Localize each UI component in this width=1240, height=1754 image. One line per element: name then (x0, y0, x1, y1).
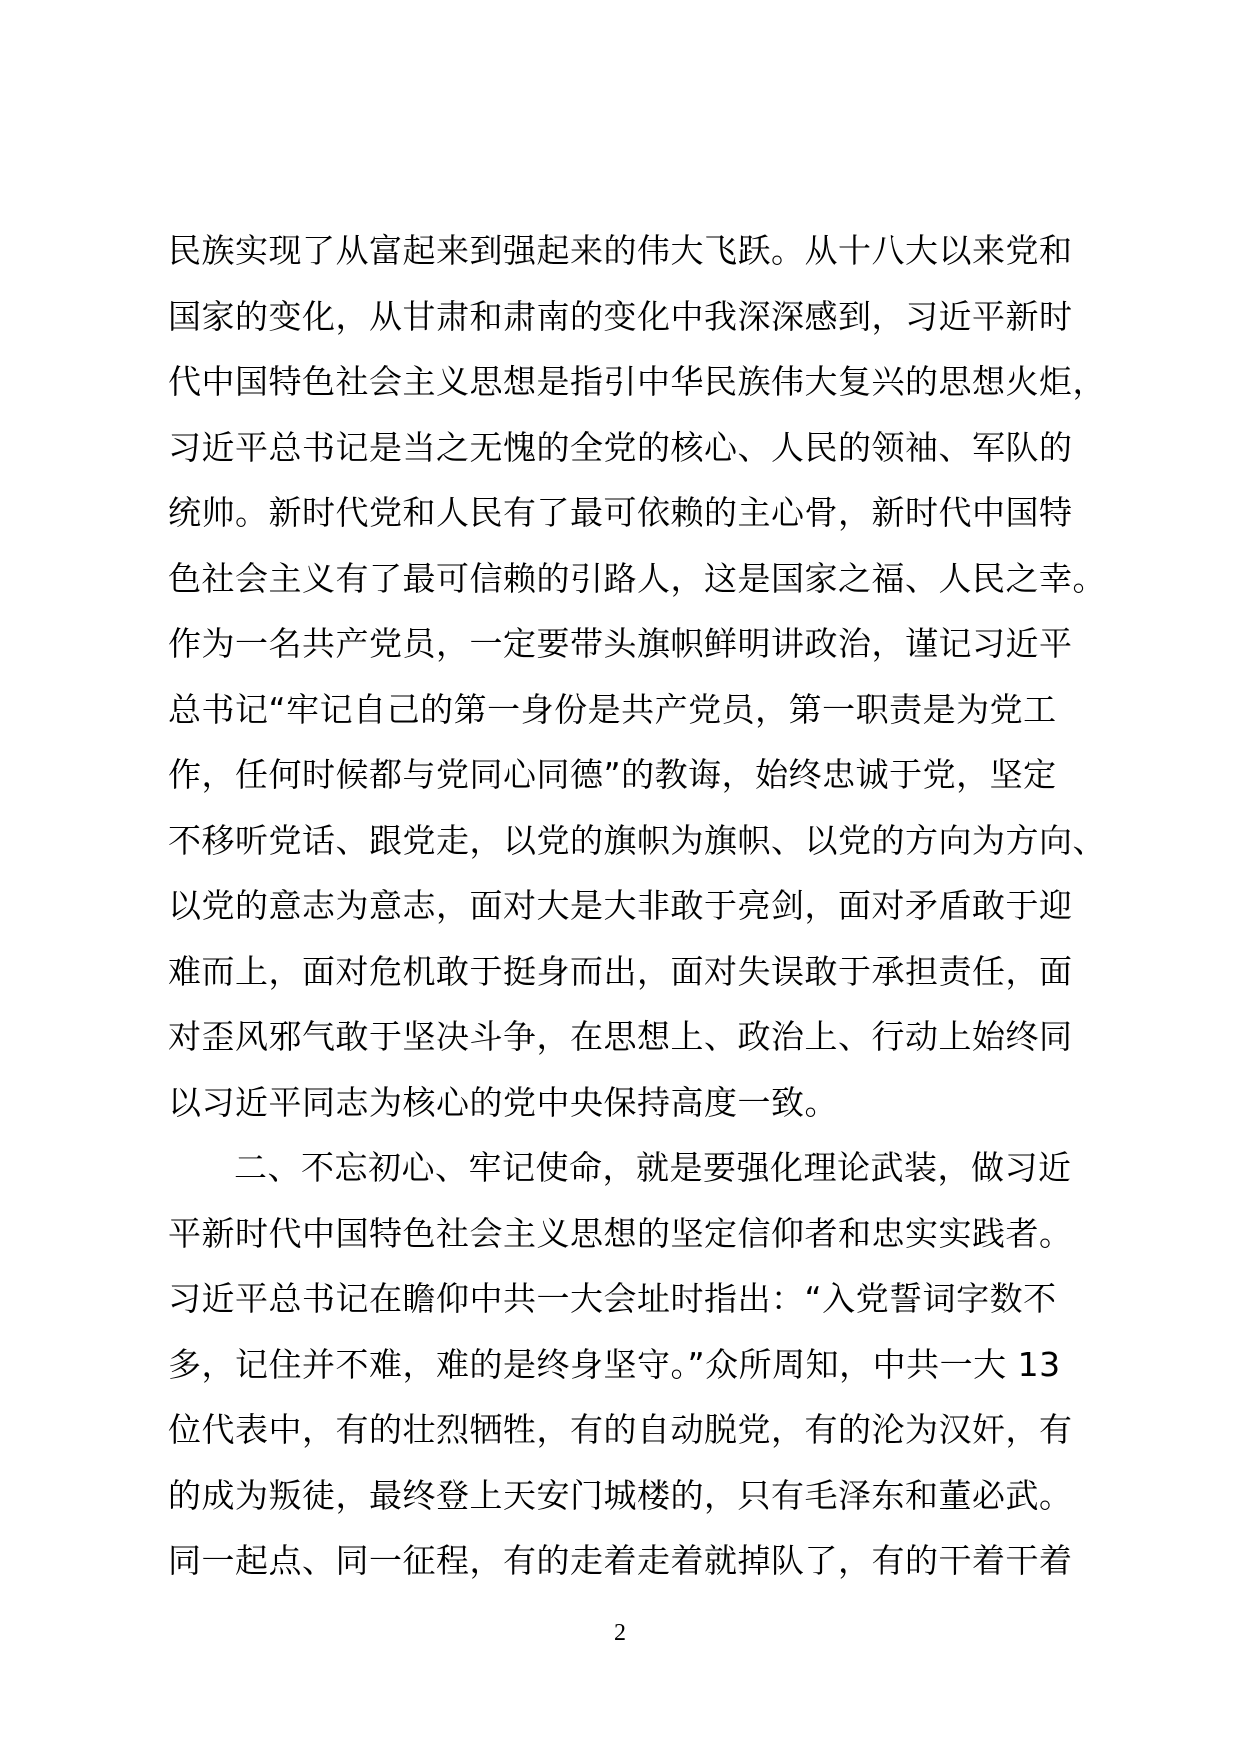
text-line: 位代表中，有的壮烈牺牲，有的自动脱党，有的沦为汉奸，有 (168, 1410, 1073, 1449)
text-line: 国家的变化，从甘肃和肃南的变化中我深深感到，习近平新时 (168, 296, 1073, 336)
body-text (168, 218, 1106, 1594)
text-line: 对歪风邪气敢于坚决斗争，在思想上、政治上、行动上始终同 (168, 1017, 1073, 1056)
text-line: 同一起点、同一征程，有的走着走着就掉队了，有的干着干着 (168, 1541, 1073, 1580)
text-line: 作，任何时候都与党同心同德”的教诲，始终忠诚于党，坚定 (168, 755, 1057, 794)
text-line: 难而上，面对危机敢于挺身而出，面对失误敢于承担责任，面 (168, 951, 1073, 991)
text-line: 总书记“牢记自己的第一身份是共产党员，第一职责是为党工 (168, 689, 1057, 729)
text-line: 色社会主义有了最可信赖的引路人，这是国家之福、人民之幸。 (168, 558, 1106, 598)
text-line: 习近平总书记在瞻仰中共一大会址时指出：“入党誓词字数不 (168, 1279, 1057, 1318)
text-line: 平新时代中国特色社会主义思想的坚定信仰者和忠实实践者。 (168, 1213, 1073, 1253)
text-line: 以党的意志为意志，面对大是大非敢于亮剑，面对矛盾敢于迎 (168, 886, 1073, 925)
text-line: 不移听党话、跟党走，以党的旗帜为旗帜、以党的方向为方向、 (168, 820, 1106, 860)
text-line: 统帅。新时代党和人民有了最可依赖的主心骨，新时代中国特 (168, 493, 1073, 532)
text-line: 多，记住并不难，难的是终身坚守。”众所周知，中共一大 13 (168, 1344, 1061, 1384)
text-line: 作为一名共产党员，一定要带头旗帜鲜明讲政治，谨记习近平 (168, 624, 1073, 663)
text-line: 以习近平同志为核心的党中央保持高度一致。 (168, 1082, 838, 1122)
text-line: 的成为叛徒，最终登上天安门城楼的，只有毛泽东和董必武。 (168, 1475, 1073, 1515)
page-number: 2 (614, 1620, 626, 1646)
text-line: 民族实现了从富起来到强起来的伟大飞跃。从十八大以来党和 (168, 231, 1073, 270)
text-line: 代中国特色社会主义思想是指引中华民族伟大复兴的思想火炬， (168, 362, 1106, 401)
paragraph-start-line: 二、不忘初心、牢记使命，就是要强化理论武装，做习近 (234, 1148, 1072, 1187)
text-line: 习近平总书记是当之无愧的全党的核心、人民的领袖、军队的 (168, 427, 1073, 467)
